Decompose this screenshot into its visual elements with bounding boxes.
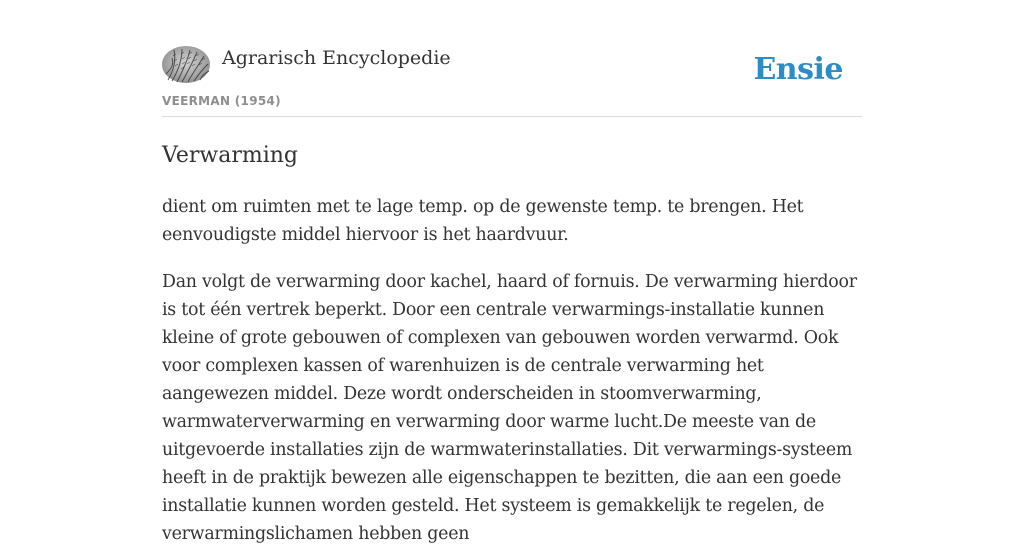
article-paragraph: Dan volgt de verwarming door kachel, haard of fornuis. De verwarming hierdoor is tot één vertrek beperkt. Door een centrale verwarmings-installatie kunnen kleine of grote gebouwen of complexen van gebouwen worden verwarmd. Ook voor complexen kassen of warenhuizen is de centrale verwarming het aangewezen middel. Deze wordt onderscheiden in stoomverwarming, warmwaterverwarming en verwarming door warme lucht.De meeste van de uitgevoerde installaties zijn de warmwaterinstallaties. Dit verwarmings-systeem heeft in de praktijk bewezen alle eigenschappen te bezitten, die aan een goede installatie kunnen worden gesteld. Het systeem is gemakkelijk te regelen, de verwarmingslichamen hebben geen bbox=[162, 272, 857, 544]
article-page bbox=[162, 0, 862, 548]
article-paragraph: dient om ruimten met te lage temp. op de gewenste temp. te brengen. Het eenvoudigste middel hiervoor is het haardvuur. bbox=[162, 197, 804, 245]
wheat-engraving-icon[interactable] bbox=[162, 46, 210, 83]
ensie-logo[interactable]: Ensie bbox=[753, 52, 843, 87]
article-term-title: Verwarming bbox=[162, 143, 299, 168]
source-author: VEERMAN (1954) bbox=[162, 94, 281, 108]
source-title[interactable]: Agrarisch Encyclopedie bbox=[222, 47, 451, 69]
article-header bbox=[162, 46, 862, 117]
